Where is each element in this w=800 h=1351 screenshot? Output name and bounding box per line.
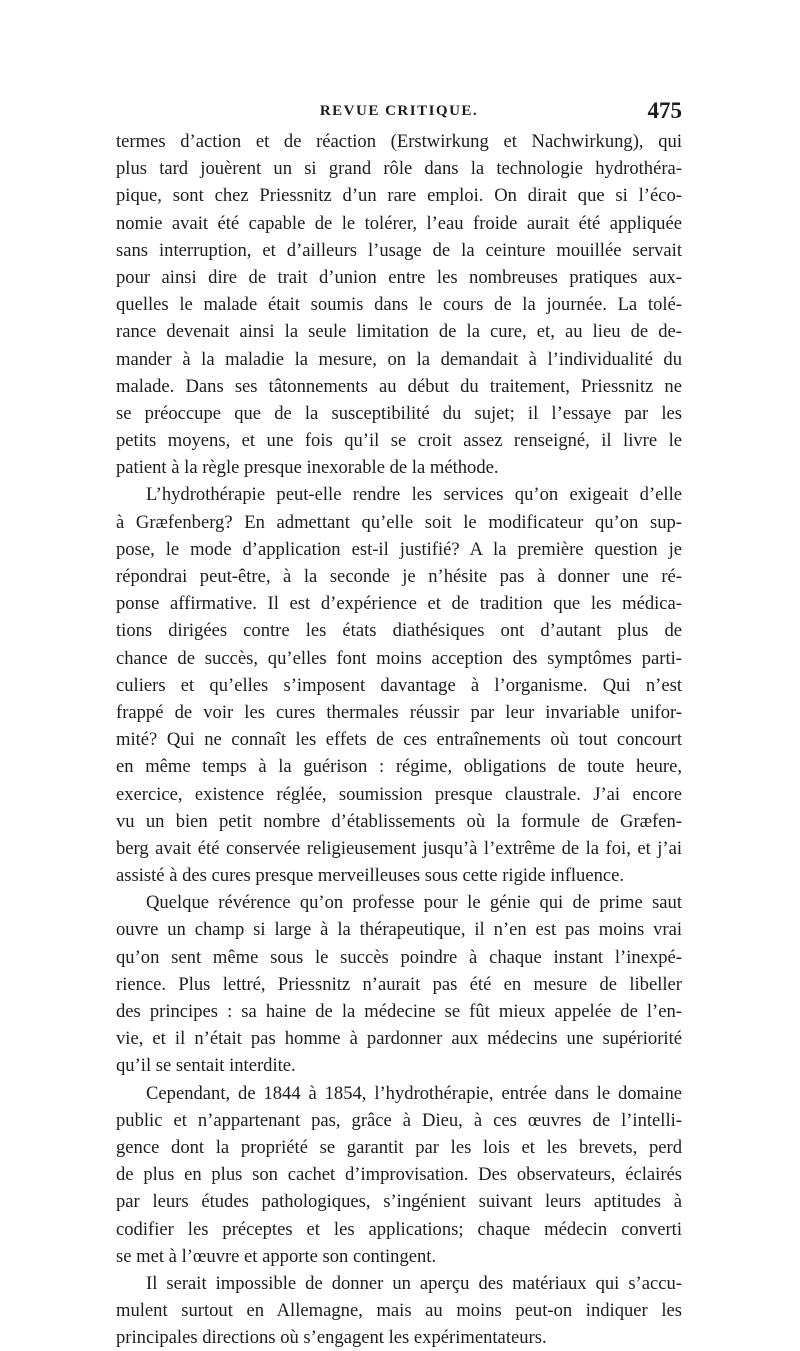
text-line: de plus en plus son cachet d’improvisation. Des observateurs, éclairés [116, 1164, 682, 1186]
text-line: qu’on sent même sous le succès poindre à chaque instant l’inexpé- [116, 946, 682, 968]
text-line: se préoccupe que de la susceptibilité du sujet; il l’essaye par les [116, 402, 682, 424]
text-line: des principes : sa haine de la médecine se fût mieux appelée de l’en- [116, 1001, 682, 1022]
text-line: patient à la règle presque inexorable de la méthode. [116, 457, 499, 479]
text-line: exercice, existence réglée, soumission presque claustrale. J’ai encore [116, 783, 682, 805]
text-line: à Græfenberg? En admettant qu’elle soit le modificateur qu’on sup- [116, 511, 682, 533]
text-line: L’hydrothérapie peut-elle rendre les services qu’on exigeait d’elle [146, 484, 682, 506]
text-line: plus tard jouèrent un si grand rôle dans la technologie hydrothéra- [116, 158, 682, 180]
text-line: assisté à des cures presque merveilleuses sous cette rigide influence. [116, 865, 625, 887]
text-line: pose, le mode d’application est-il justifié? A la première question je [116, 538, 682, 560]
body-text [116, 128, 682, 1351]
page-number: 475 [647, 98, 682, 123]
text-line: Quelque révérence qu’on professe pour le génie qui de prime saut [146, 892, 682, 914]
text-line: chance de succès, qu’elles font moins acception des symptômes parti- [116, 647, 682, 669]
text-line: tions dirigées contre les états diathésiques ont d’autant plus de [116, 620, 682, 642]
text-line: mulent surtout en Allemagne, mais au moins peut-on indiquer les [116, 1300, 682, 1322]
text-line: malade. Dans ses tâtonnements au début du traitement, Priessnitz ne [116, 375, 682, 397]
text-line: mander à la maladie la mesure, on la demandait à l’individualité du [116, 348, 682, 370]
text-line: rience. Plus lettré, Priessnitz n’aurait pas été en mesure de libeller [116, 973, 682, 995]
text-line: quelles le malade était soumis dans le cours de la journée. La tolé- [116, 294, 682, 316]
text-line: codifier les préceptes et les applications; chaque médecin converti [116, 1218, 682, 1240]
text-line: principales directions où s’engagent les expérimentateurs. [116, 1327, 547, 1349]
text-line: termes d’action et de réaction (Erstwirkung et Nachwirkung), qui [116, 131, 682, 152]
text-line: pique, sont chez Priessnitz d’un rare emploi. On dirait que si l’éco- [116, 185, 682, 207]
text-line: culiers et qu’elles s’imposent davantage à l’organisme. Qui n’est [116, 674, 682, 696]
text-line: vu un bien petit nombre d’établissements où la formule de Græfen- [116, 810, 682, 832]
text-line: berg avait été conservée religieusement jusqu’à l’extrême de la foi, et j’ai [116, 837, 682, 859]
text-line: Cependant, de 1844 à 1854, l’hydrothérapie, entrée dans le domaine [146, 1082, 682, 1104]
text-line: nomie avait été capable de le tolérer, l’eau froide aurait été appliquée [116, 212, 682, 234]
text-line: mité? Qui ne connaît les effets de ces entraînements où tout concourt [116, 729, 682, 751]
text-line: frappé de voir les cures thermales réussir par leur invariable unifor- [116, 701, 682, 723]
text-line: ouvre un champ si large à la thérapeutique, il n’en est pas moins vrai [116, 919, 682, 941]
text-line: pour ainsi dire de trait d’union entre les nombreuses pratiques aux- [116, 266, 682, 288]
text-line: se met à l’œuvre et apporte son contingent. [116, 1245, 437, 1267]
running-title: REVUE CRITIQUE. [319, 103, 479, 119]
text-line: Il serait impossible de donner un aperçu des matériaux qui s’accu- [146, 1272, 682, 1294]
running-head [116, 98, 682, 124]
text-line: ponse affirmative. Il est d’expérience et de tradition que les médica- [116, 593, 682, 615]
text-line: par leurs études pathologiques, s’ingénient suivant leurs aptitudes à [116, 1191, 682, 1213]
text-line: gence dont la propriété se garantit par les lois et les brevets, perd [116, 1136, 682, 1158]
text-line: sans interruption, et d’ailleurs l’usage de la ceinture mouillée servait [116, 239, 682, 261]
text-line: public et n’appartenant pas, grâce à Dieu, à ces œuvres de l’intelli- [116, 1109, 682, 1131]
text-line: vie, et il n’était pas homme à pardonner aux médecins une supériorité [116, 1028, 682, 1050]
text-line: rance devenait ainsi la seule limitation de la cure, et, au lieu de de- [116, 321, 682, 343]
text-line: petits moyens, et une fois qu’il se croit assez renseigné, il livre le [116, 430, 682, 452]
text-line: en même temps à la guérison : régime, obligations de toute heure, [116, 756, 682, 778]
text-line: répondrai peut-être, à la seconde je n’hésite pas à donner une ré- [116, 566, 682, 587]
text-line: qu’il se sentait interdite. [116, 1055, 296, 1077]
